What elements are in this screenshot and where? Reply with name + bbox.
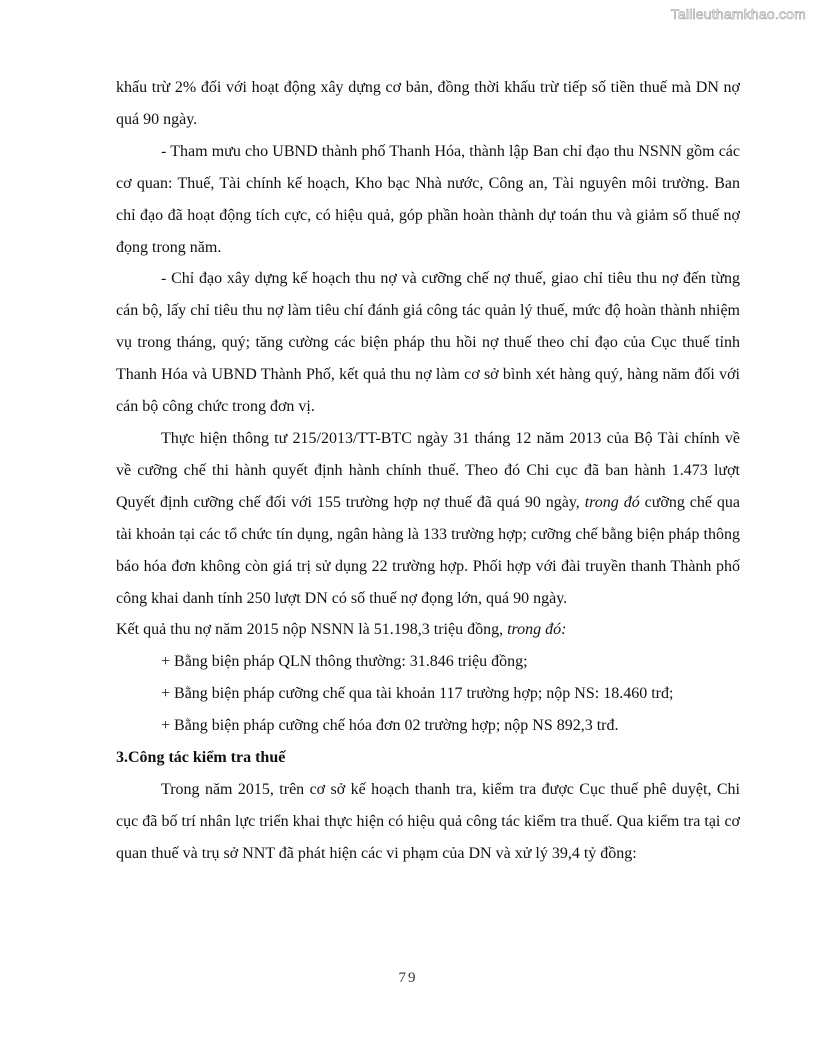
watermark-text: Tailieuthamkhao.com: [670, 6, 806, 22]
paragraph-advisory: - Tham mưu cho UBND thành phố Thanh Hóa, thành lập Ban chỉ đạo thu NSNN gồm các cơ quan: Thuế, Tài chính kế hoạch, Kho bạc Nhà nước, Công an, Tài nguyên môi trường. Ban chỉ đạo đã hoạt động tích cực, có hiệu quả, góp phần hoàn thành dự toán thu và giảm số thuế nợ đọng trong năm.: [116, 142, 740, 256]
text-segment: cưỡng chế qua tài khoản tại các tổ chức tín dụng, ngân hàng là 133 trường hợp; cưỡng chế bằng biện pháp thông báo hóa đơn không còn giá trị sử dụng 22 trường hợp. Phối hợp với đài truyền thanh Thành phố công khai danh tính 250 lượt DN có số thuế nợ đọng lớn, quá 90 ngày.: [116, 493, 741, 607]
text-segment: Thực hiện thông tư 215/2013/TT-BTC ngày 31 tháng 12 năm 2013 của Bộ Tài chính về về cưỡng chế thi hành quyết định hành chính thuế. Theo đó Chi cục đã ban hành 1.473 lượt Quyết định cưỡng chế đối với 155 trường hợp nợ thuế đã quá 90 ngày,: [116, 429, 740, 511]
paragraph-debt-plan: - Chỉ đạo xây dựng kế hoạch thu nợ và cưỡng chế nợ thuế, giao chỉ tiêu thu nợ đến từng cán bộ, lấy chỉ tiêu thu nợ làm tiêu chí đánh giá công tác quản lý thuế, mức độ hoàn thành nhiệm vụ trong tháng, quý; tăng cường các biện pháp thu hồi nợ thuế theo chỉ đạo của Cục thuế tỉnh Thanh Hóa và UBND Thành Phố, kết quả thu nợ làm cơ sở bình xét hàng quý, hàng năm đối với cán bộ công chức trong đơn vị.: [116, 270, 740, 416]
paragraph-continuation: khấu trừ 2% đối với hoạt động xây dựng cơ bản, đồng thời khấu trừ tiếp số tiền thuế mà DN nợ quá 90 ngày.: [116, 79, 740, 128]
list-item: + Bằng biện pháp QLN thông thường: 31.846 triệu đồng;: [161, 653, 528, 671]
document-body: [116, 72, 740, 870]
paragraph-results: [116, 614, 740, 646]
paragraph-inspection: Trong năm 2015, trên cơ sở kế hoạch thanh tra, kiểm tra được Cục thuế phê duyệt, Chi cục đã bố trí nhân lực triển khai thực hiện có hiệu quả công tác kiểm tra thuế. Qua kiểm tra tại cơ quan thuế và trụ sở NNT đã phát hiện các vi phạm của DN và xử lý 39,4 tỷ đồng:: [116, 780, 740, 862]
list-item: + Bằng biện pháp cưỡng chế qua tài khoản 117 trường hợp; nộp NS: 18.460 trđ;: [161, 685, 674, 703]
italic-segment: trong đó: [584, 493, 640, 511]
text-segment: Kết quả thu nợ năm 2015 nộp NSNN là 51.198,3 triệu đồng,: [116, 621, 508, 639]
page-number: 79: [398, 970, 418, 986]
paragraph-circular: [116, 423, 740, 614]
list-item: + Bằng biện pháp cưỡng chế hóa đơn 02 trường hợp; nộp NS 892,3 trđ.: [161, 717, 619, 735]
section-heading: 3.Công tác kiểm tra thuế: [116, 749, 286, 767]
italic-segment: trong đó:: [507, 621, 567, 639]
